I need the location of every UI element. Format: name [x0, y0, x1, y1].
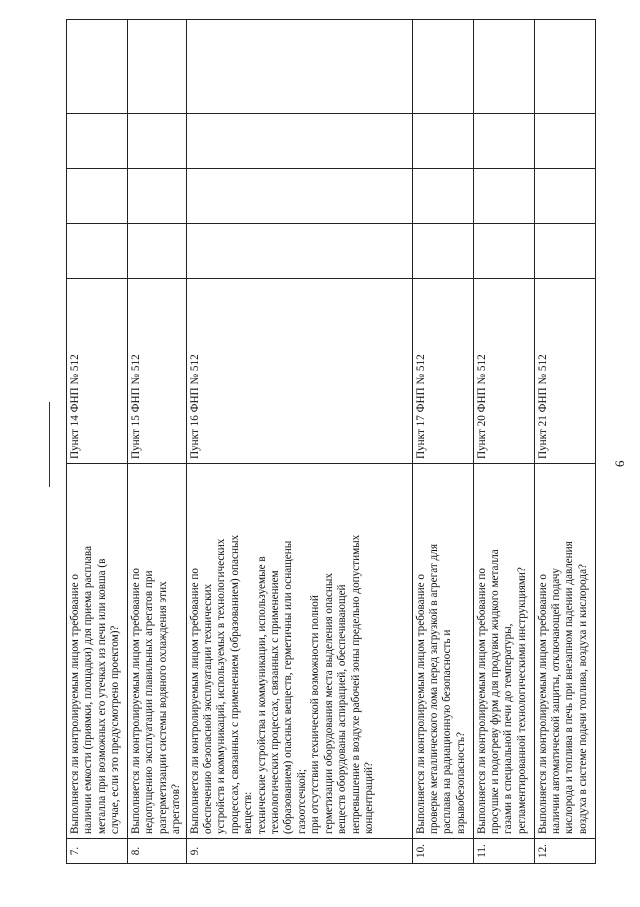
question-line: при отсутствии технической возможности полной: [309, 595, 322, 834]
question-line: веществ:: [242, 791, 255, 834]
answer-yes-cell[interactable]: [534, 224, 595, 279]
reference-cell: Пункт 21 ФНП № 512: [534, 279, 595, 464]
checklist-table: [66, 19, 596, 864]
question-line: случае, если это предусмотрено проектом)?: [109, 625, 122, 834]
table-row: [128, 20, 187, 864]
row-number: 12.: [534, 839, 595, 864]
not-applicable-cell[interactable]: [128, 114, 187, 169]
note-cell[interactable]: [534, 20, 595, 114]
signature-line: [49, 402, 50, 487]
row-number: 10.: [412, 839, 473, 864]
question-cell: [67, 464, 128, 839]
question-line: взрывобезопасность?: [454, 732, 467, 834]
question-line: процессах, связанных с применением (образованием) опасных: [228, 534, 241, 834]
question-line: металла при возможных его утечках из печи или ковша (в: [95, 558, 108, 834]
answer-yes-cell[interactable]: [128, 224, 187, 279]
question-line: Выполняется ли контролируемым лицом требование по: [188, 568, 201, 834]
question-line: Выполняется ли контролируемым лицом требование о: [536, 574, 549, 834]
question-line: устройств и коммуникаций, используемых в технологических: [215, 538, 228, 834]
checklist-body: [67, 20, 596, 864]
note-cell[interactable]: [186, 20, 412, 114]
answer-no-cell[interactable]: [473, 169, 534, 224]
answer-no-cell[interactable]: [534, 169, 595, 224]
row-number: 9.: [186, 839, 412, 864]
question-line: просушке и подогреву фурм для продувки жидкого металла: [489, 549, 502, 834]
question-line: кислорода и топлива в печь при внезапном падении давления: [563, 541, 576, 834]
not-applicable-cell[interactable]: [473, 114, 534, 169]
note-cell[interactable]: [67, 20, 128, 114]
table-row: [412, 20, 473, 864]
question-cell: [186, 464, 412, 839]
note-cell[interactable]: [473, 20, 534, 114]
question-line: обеспечению безопасной эксплуатации технических: [202, 583, 215, 834]
reference-cell: Пункт 17 ФНП № 512: [412, 279, 473, 464]
question-line: непревышение в воздухе рабочей зоны предельно допустимых: [349, 534, 362, 834]
answer-yes-cell[interactable]: [67, 224, 128, 279]
row-number: 7.: [67, 839, 128, 864]
answer-yes-cell[interactable]: [186, 224, 412, 279]
question-line: расплава на радиационную безопасность и: [441, 629, 454, 834]
reference-cell: Пункт 15 ФНП № 512: [128, 279, 187, 464]
answer-no-cell[interactable]: [412, 169, 473, 224]
reference-cell: Пункт 16 ФНП № 512: [186, 279, 412, 464]
question-line: газами в специальной печи до температуры,: [502, 623, 515, 834]
question-line: Выполняется ли контролируемым лицом требование о: [69, 574, 81, 834]
note-cell[interactable]: [128, 20, 187, 114]
question-line: проверке металлического лома перед загрузкой в агрегат для: [428, 544, 441, 834]
question-line: веществ оборудованы аспирацией, обеспечивающей: [336, 584, 349, 834]
not-applicable-cell[interactable]: [412, 114, 473, 169]
question-line: технологических процессах, связанных с применением: [269, 570, 282, 834]
answer-no-cell[interactable]: [67, 169, 128, 224]
question-cell: [412, 464, 473, 839]
row-number: 11.: [473, 839, 534, 864]
not-applicable-cell[interactable]: [534, 114, 595, 169]
question-line: наличии автоматической защиты, отключающей подачу: [550, 567, 563, 834]
question-line: недопущению эксплуатации плавильных агрегатов при: [143, 570, 156, 834]
question-line: концентраций?: [362, 762, 375, 834]
table-row: [534, 20, 595, 864]
answer-yes-cell[interactable]: [412, 224, 473, 279]
not-applicable-cell[interactable]: [186, 114, 412, 169]
page-number: 6: [612, 460, 627, 467]
not-applicable-cell[interactable]: [67, 114, 128, 169]
question-line: агрегатов?: [170, 784, 183, 834]
answer-no-cell[interactable]: [128, 169, 187, 224]
question-line: газоотсечкой;: [295, 769, 308, 834]
table-row: [473, 20, 534, 864]
answer-yes-cell[interactable]: [473, 224, 534, 279]
question-line: разгерметизации системы водяного охлаждения этих: [156, 581, 169, 834]
note-cell[interactable]: [412, 20, 473, 114]
question-line: (образованием) опасных веществ, герметичны или оснащены: [282, 540, 295, 834]
question-line: регламентированной технологическими инструкциями?: [515, 567, 528, 834]
row-number: 8.: [128, 839, 187, 864]
question-line: Выполняется ли контролируемым лицом требование по: [475, 568, 488, 834]
question-line: герметизации оборудования места выделения опасных: [322, 572, 335, 834]
question-line: наличии емкости (приямки, площадки) для приема расплава: [82, 545, 95, 834]
question-cell: [534, 464, 595, 839]
question-line: Выполняется ли контролируемым лицом требование о: [414, 574, 427, 834]
question-line: Выполняется ли контролируемым лицом требование по: [130, 568, 142, 834]
reference-cell: Пункт 20 ФНП № 512: [473, 279, 534, 464]
question-cell: [128, 464, 187, 839]
question-cell: [473, 464, 534, 839]
question-line: технические устройства и коммуникации, используемые в: [255, 556, 268, 834]
question-line: воздуха в системе подачи топлива, воздуха и кислорода?: [576, 563, 589, 834]
reference-cell: Пункт 14 ФНП № 512: [67, 279, 128, 464]
table-row: [67, 20, 128, 864]
answer-no-cell[interactable]: [186, 169, 412, 224]
table-row: [186, 20, 412, 864]
